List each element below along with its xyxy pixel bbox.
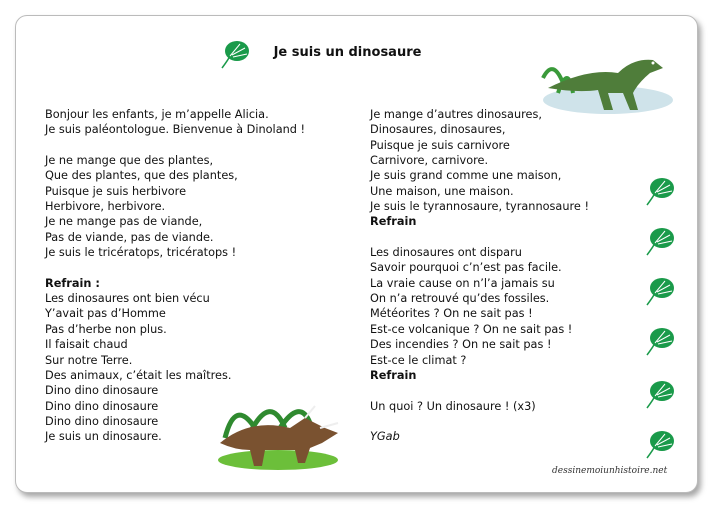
lyric-line: Je ne mange que des plantes, <box>45 154 214 168</box>
lyric-line: Herbivore, herbivore. <box>45 200 166 214</box>
lyric-line: Dinosaures, dinosaures, <box>370 123 506 137</box>
lyric-line: On n’a retrouvé qu’des fossiles. <box>370 292 550 306</box>
leaf-icon <box>643 175 675 207</box>
lyric-line: Pas de viande, pas de viande. <box>45 230 214 244</box>
leaf-icon <box>643 225 675 257</box>
lyric-line: Un quoi ? Un dinosaure ! (x3) <box>370 399 536 413</box>
lyric-line: Il faisait chaud <box>45 338 128 352</box>
lyric-line: Pas d’herbe non plus. <box>45 322 167 336</box>
refrain-label: Refrain <box>370 215 417 229</box>
lyric-line: YGab <box>370 430 400 444</box>
lyric-line: Sur notre Terre. <box>45 353 133 367</box>
lyric-line: Des animaux, c’était les maîtres. <box>45 368 232 382</box>
stanza-gap <box>45 138 305 153</box>
lyric-line: Je suis paléontologue. Bienvenue à Dinoland ! <box>45 123 306 137</box>
lyric-line: Une maison, une maison. <box>370 184 514 198</box>
leaf-icon <box>643 275 675 307</box>
lyric-line: Je suis le tricératops, tricératops ! <box>45 246 237 260</box>
refrain-label: Refrain <box>370 368 417 382</box>
stanza-gap <box>370 414 589 429</box>
leaf-icon <box>643 378 675 410</box>
lyric-line: Savoir pourquoi c’n’est pas facile. <box>370 261 562 275</box>
site-credit: dessinemoiunhistoire.net <box>552 466 668 476</box>
lyric-line: Je mange d’autres dinosaures, <box>370 108 542 121</box>
lyric-line: La vraie cause on n’l’a jamais su <box>370 276 555 290</box>
lyric-line: Est-ce le climat ? <box>370 353 467 367</box>
leaf-icon <box>218 38 250 70</box>
lyric-line: Dino dino dinosaure <box>45 399 159 413</box>
lyric-line: Que des plantes, que des plantes, <box>45 169 238 183</box>
lyric-line: Dino dino dinosaure <box>45 384 159 398</box>
lyric-line: Les dinosaures ont disparu <box>370 246 522 260</box>
lyric-line: Est-ce volcanique ? On ne sait pas ! <box>370 322 573 336</box>
lyric-line: Météorites ? On ne sait pas ! <box>370 307 533 321</box>
lyric-line: Je ne mange pas de viande, <box>45 215 203 229</box>
stanza-gap <box>370 383 589 398</box>
lyric-line: Bonjour les enfants, je m’appelle Alicia. <box>45 108 269 121</box>
right-column-lyrics <box>370 107 589 445</box>
lyric-line: Des incendies ? On ne sait pas ! <box>370 338 552 352</box>
triceratops-image <box>210 388 345 473</box>
leaf-icon <box>643 428 675 460</box>
lyric-line: Je suis le tyrannosaure, tyrannosaure ! <box>370 200 589 214</box>
lyric-line: Y’avait pas d’Homme <box>45 307 166 321</box>
stanza-gap <box>45 260 305 275</box>
refrain-label: Refrain : <box>45 276 100 290</box>
lyric-line: Puisque je suis carnivore <box>370 138 510 152</box>
lyric-line: Les dinosaures ont bien vécu <box>45 292 210 306</box>
lyric-line: Puisque je suis herbivore <box>45 184 187 198</box>
lyric-line: Je suis grand comme une maison, <box>370 169 562 183</box>
page-title: Je suis un dinosaure <box>273 45 422 60</box>
tyrannosaurus-image <box>538 38 673 118</box>
leaf-icon <box>643 325 675 357</box>
lyric-line: Je suis un dinosaure. <box>45 430 162 444</box>
stanza-gap <box>370 230 589 245</box>
lyric-line: Carnivore, carnivore. <box>370 154 489 168</box>
lyric-line: Dino dino dinosaure <box>45 414 159 428</box>
